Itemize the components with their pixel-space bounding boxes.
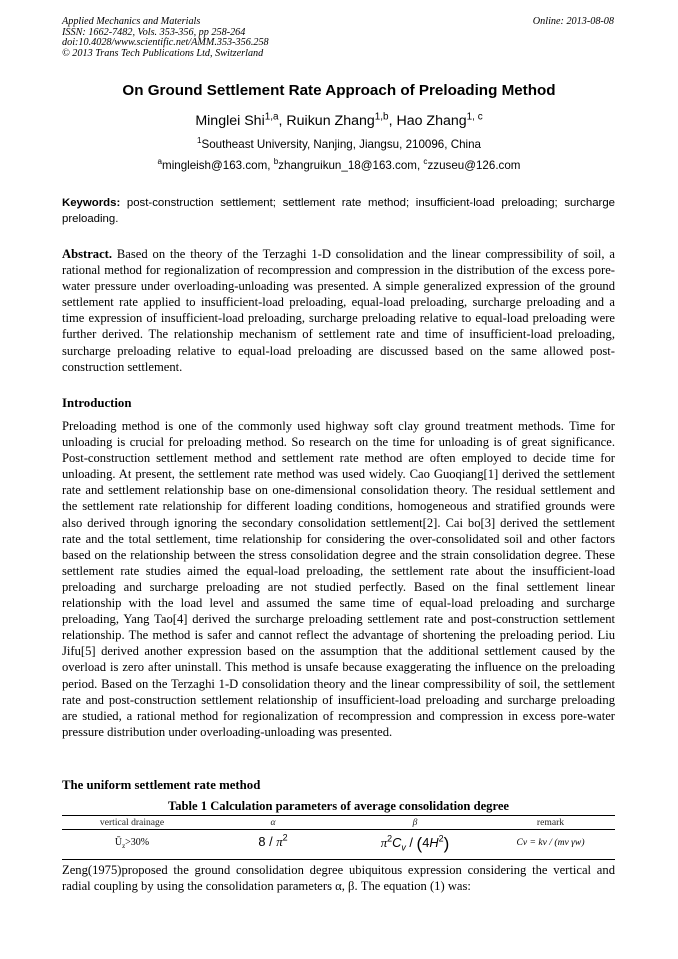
online-date: Online: 2013-08-08 [532,16,614,27]
journal-copyright: © 2013 Trans Tech Publications Ltd, Switzerland [62,47,264,59]
author-affil-sup: 1,b [374,111,389,123]
keywords-label: Keywords: [62,197,121,209]
affiliation [40,138,638,151]
table-bottom-rule [62,859,615,860]
email-sup: b [273,157,279,167]
introduction-heading: Introduction [62,396,132,410]
table-header-cell: α [270,817,276,828]
pi-exponent: 2 [282,832,288,843]
table-top-rule [62,815,615,816]
email-address[interactable]: mingleish@163.com [162,159,268,172]
journal-name: Applied Mechanics and Materials [62,16,201,27]
cv-symbol: C [392,835,402,850]
paren-close: ) [443,834,450,853]
pi-symbol: π [276,835,283,849]
journal-doi: doi:10.4028/www.scientific.net/AMM.353-356.258 [62,37,269,49]
beta-divider: / [405,835,417,850]
table-header-cell: remark [536,817,565,828]
pi-symbol: π [380,836,388,850]
u-condition: >30% [125,837,150,848]
abstract [62,246,615,375]
table-mid-rule [62,829,615,830]
u-subscript: z [122,842,126,850]
keywords [62,195,615,227]
u-bar-symbol: Ū [114,837,123,848]
email-sup: a [157,157,163,167]
author-name: Minglei Shi [195,113,265,129]
table-header-cell: β [412,817,418,828]
table-caption: Table 1 Calculation parameters of average consolidation degree [167,799,510,813]
uniform-settlement-heading: The uniform settlement rate method [62,778,261,792]
journal-issn: ISSN: 1662-7482, Vols. 353-356, pp 258-264 [62,26,246,38]
table-cell-alpha [202,834,344,850]
paren-open: ( [416,834,423,853]
author-name: Hao Zhang [396,113,467,129]
h-exponent: 2 [438,833,444,844]
introduction-text: Preloading method is one of the commonly used highway soft clay ground treatment methods. Time for unloading is crucial for preloading method. So research on the time for unloading is of great significance. Post-construction settlement method and settlement rate method are often employed to decide time for unloading. At present, the settlement rate method was used widely. Cao Guoqiang[1] derived the settlement rate and settlement relationship base on one-dimensional consolidation theory. The residual settlement and the settlement rate relationship for different loading conditions, homogeneous and stratified grounds were also derived through ignoring the secondary consolidation settlement[2]. Cai bo[3] derived the settlement rate and the total settlement, time relationship for considering the over-consolidated soil and other factors based on the relationship between the stress consolidation degree and the strain consolidation degree. These settlement rate studies aimed the equal-load preloading, the settlement rate about the insufficient-load preloading and surcharge preloading are not studied perfectly. Based on the final settlement linear relationship with the load level and assumed the same time of equal-load preloading and surcharge preloading, Yang Tao[4] derived the surcharge preloading settlement rate and post-construction settlement relationship. The method is safer and cannot reflect the advantage of shortening the preloading period. Liu Jifu[5] derived another expression based on the assumption that the additional settlement caused by the overload is zero after uninstall. This method is unsafe because exaggerating the influence on the preloading period. Based on the Terzaghi 1-D consolidation theory and the linear compressibility of soil, the settlement rate and post-construction settlement relationship of insufficient-load preloading and surcharge preloading are studied, a rational method for regionalization of recompression and compression in excess pore-water pressure distribution under overloading-unloading was presented. [62,419,615,739]
author-affil-sup: 1, c [466,111,483,123]
zeng-paragraph: Zeng(1975)proposed the ground consolidation degree ubiquitous expression considering the vertical and radial coupling by using the consolidation parameters α, β. The equation (1) was: [62,863,615,894]
author-name: Ruikun Zhang [286,113,375,129]
table-cell-remark: Cv = kv / (mv γw) [516,837,585,848]
h-symbol: H [429,835,439,850]
email-sup: c [423,157,428,167]
email-address[interactable]: zhangruikun_18@163.com [278,159,417,172]
cv-subscript: v [401,842,406,853]
h-coefficient: 4 [422,835,430,850]
keywords-text: post-construction settlement; settlement rate method; insufficient-load preloading; surcharge preloading. [62,197,616,225]
author-affil-sup: 1,a [264,111,279,123]
paper-title: On Ground Settlement Rate Approach of Preloading Method [122,82,556,99]
table-header-cell: vertical drainage [99,817,165,828]
email-list: $^a$mingleish@163.com, $^b$zhangruikun_18@163.com, $^c$zzuseu@126.com [157,157,521,172]
abstract-label: Abstract. [62,247,113,261]
email-address[interactable]: zzuseu@126.com [427,159,521,172]
abstract-text: Based on the theory of the Terzaghi 1-D consolidation and the linear compressibility of soil, a rational method for regionalization of recompression and compression in the distribution of the excess pore-water pressure under overloading-unloading was presented. A simple generalized expression of the ground settlement rate applied to insufficient-load preloading, equal-load preloading, surcharge preloading and a time expression of insufficient-load preloading, surcharge preloading relative to equal-load preloading were further derived. The relationship mechanism of settlement rate and time of insufficient-load preloading, surcharge preloading relative to equal-load preloading are discussed based on the same allowed post-construction settlement. [62,247,616,374]
journal-header [62,17,482,59]
table-cell-condition [62,837,202,850]
table-cell-beta [344,834,486,854]
pi-exponent: 2 [387,833,393,844]
alpha-numerator: 8 / [258,834,277,849]
affil-text: Southeast University, Nanjing, Jiangsu, 210096, China [201,138,481,151]
author-list: Minglei Shi$^{1,a}$, Ruikun Zhang$^{1,b}$, Hao Zhang$^{1, c}$ [195,111,483,129]
affil-sup: 1 [196,136,202,146]
